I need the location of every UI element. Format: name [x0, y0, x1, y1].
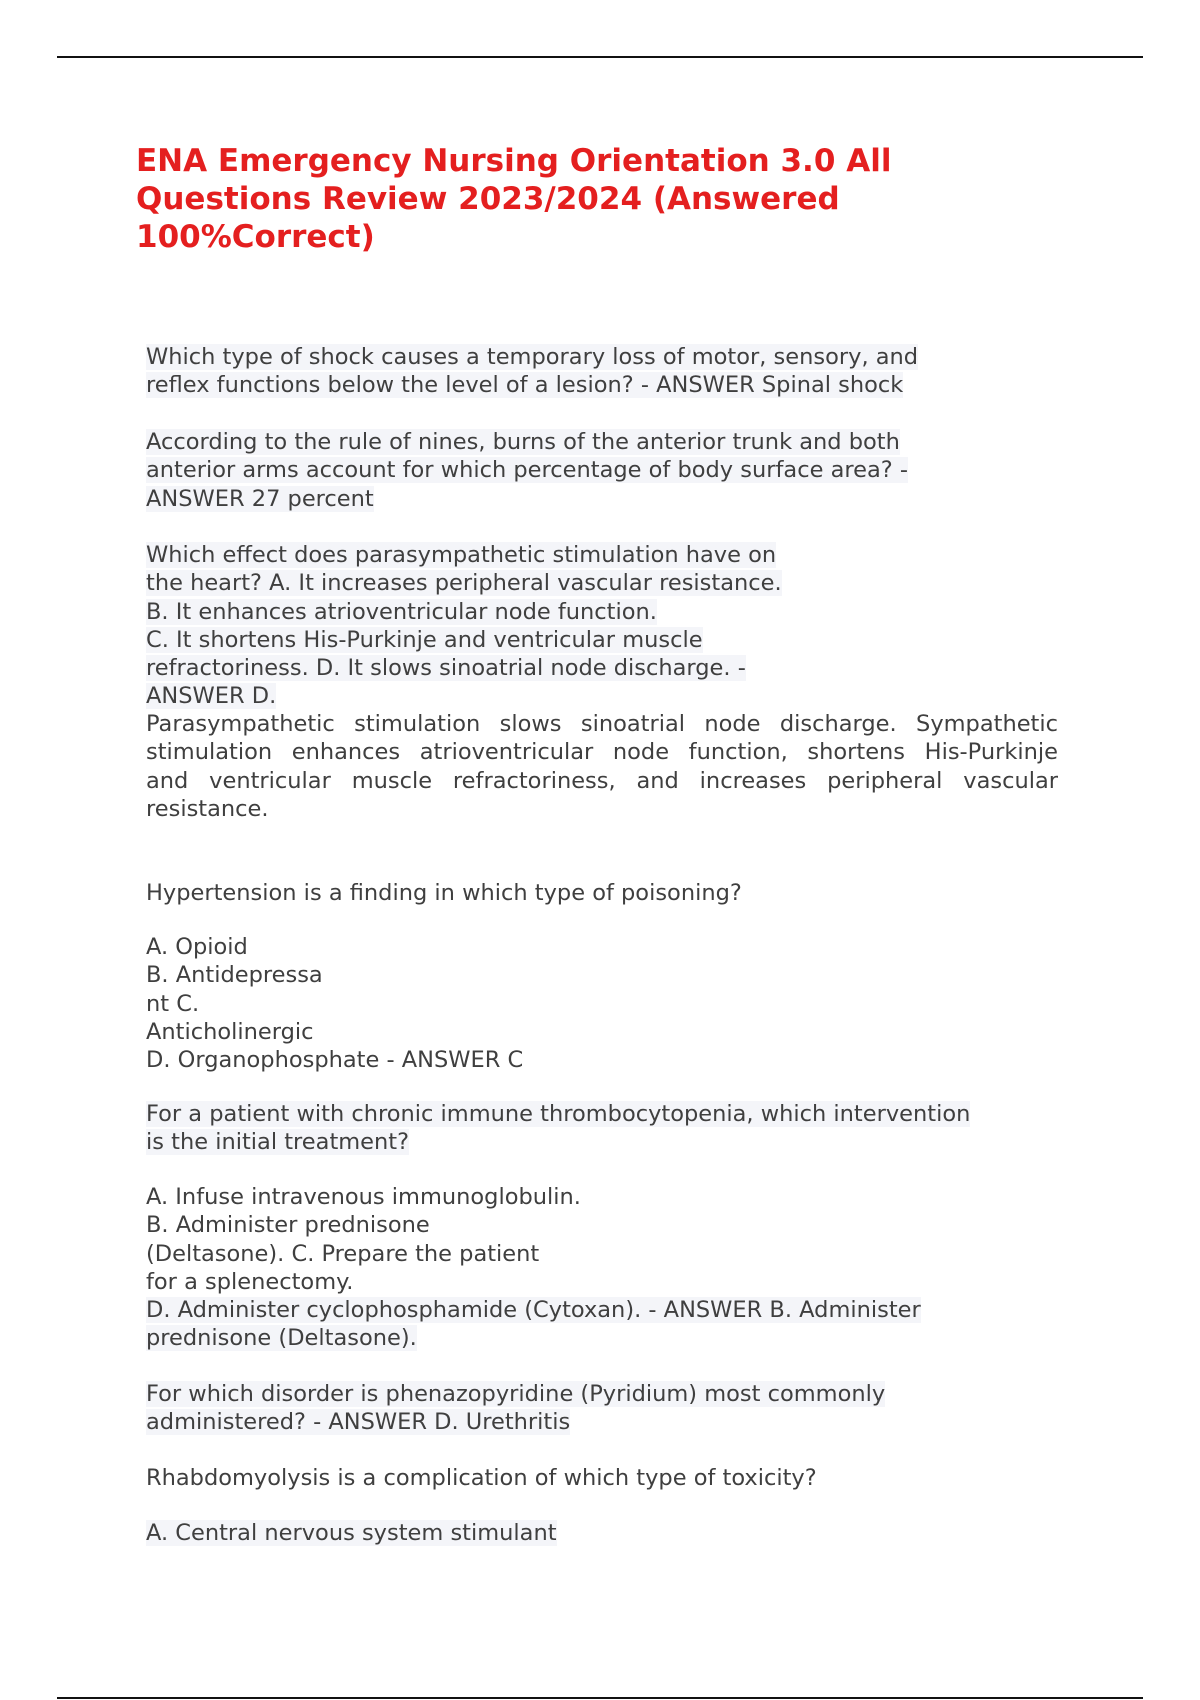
text-line: For which disorder is phenazopyridine (Pyridium) most commonly: [146, 1381, 886, 1407]
question-rule-of-nines: [146, 428, 1066, 513]
options-thrombocytopenia: [146, 1183, 1066, 1353]
title-line: 100%Correct): [136, 219, 375, 255]
text-line: Parasympathetic stimulation slows sinoatrial node discharge. Sympathetic: [146, 711, 1058, 737]
document-title: [136, 142, 956, 256]
option-line: (Deltasone). C. Prepare the patient: [146, 1240, 540, 1267]
text-line: refractoriness. D. It slows sinoatrial node discharge. -: [146, 655, 746, 682]
text-line: Which effect does parasympathetic stimulation have on: [146, 542, 777, 568]
text-line: For a patient with chronic immune thrombocytopenia, which intervention: [146, 1101, 971, 1127]
question-phenazopyridine: [146, 1380, 1066, 1437]
text-line: According to the rule of nines, burns of the anterior trunk and both: [146, 429, 900, 455]
text-line: B. It enhances atrioventricular node function.: [146, 598, 657, 625]
option-line: A. Opioid: [146, 934, 248, 960]
options-rhabdomyolysis: [146, 1519, 1066, 1547]
text-line: anterior arms account for which percentage of body surface area? -: [146, 457, 908, 484]
text-line: administered? - ANSWER D. Urethritis: [146, 1409, 571, 1436]
options-hypertension: [146, 933, 1066, 1074]
text-line: ANSWER D.: [146, 683, 277, 710]
question-rhabdomyolysis: [146, 1464, 1066, 1492]
question-spinal-shock: [146, 343, 1066, 400]
option-line: prednisone (Deltasone).: [146, 1325, 417, 1352]
footer-rule: [57, 1697, 1143, 1699]
question-parasympathetic: [146, 541, 1066, 711]
text-line: Which type of shock causes a temporary loss of motor, sensory, and: [146, 344, 919, 370]
option-line: Anticholinergic: [146, 1018, 314, 1045]
question-hypertension: [146, 879, 1066, 907]
text-line: stimulation enhances atrioventricular node function, shortens His-Purkinje: [146, 739, 1058, 766]
text-line: Rhabdomyolysis is a complication of which type of toxicity?: [146, 1465, 817, 1491]
text-line: the heart? A. It increases peripheral vascular resistance.: [146, 570, 782, 597]
option-line: B. Antidepressa: [146, 962, 323, 989]
option-line: D. Administer cyclophosphamide (Cytoxan). - ANSWER B. Administer: [146, 1297, 921, 1324]
header-rule: [57, 56, 1143, 58]
title-line: Questions Review 2023/2024 (Answered: [136, 181, 840, 217]
question-thrombocytopenia: [146, 1100, 1066, 1157]
option-line: A. Central nervous system stimulant: [146, 1520, 557, 1546]
option-line: for a splenectomy.: [146, 1268, 354, 1295]
text-line: C. It shortens His-Purkinje and ventricular muscle: [146, 626, 703, 653]
option-line: nt C.: [146, 990, 200, 1017]
answer-explanation: [146, 710, 1058, 823]
title-line: ENA Emergency Nursing Orientation 3.0 All: [136, 143, 892, 179]
option-line: B. Administer prednisone: [146, 1212, 430, 1239]
text-line: is the initial treatment?: [146, 1129, 410, 1156]
text-line: ANSWER 27 percent: [146, 485, 374, 512]
text-line: Hypertension is a finding in which type of poisoning?: [146, 880, 742, 906]
text-line: resistance.: [146, 795, 269, 822]
option-line: A. Infuse intravenous immunoglobulin.: [146, 1184, 581, 1210]
text-line: reflex functions below the level of a lesion? - ANSWER Spinal shock: [146, 372, 904, 399]
option-line: D. Organophosphate - ANSWER C: [146, 1047, 524, 1074]
text-line: and ventricular muscle refractoriness, and increases peripheral vascular: [146, 767, 1058, 794]
